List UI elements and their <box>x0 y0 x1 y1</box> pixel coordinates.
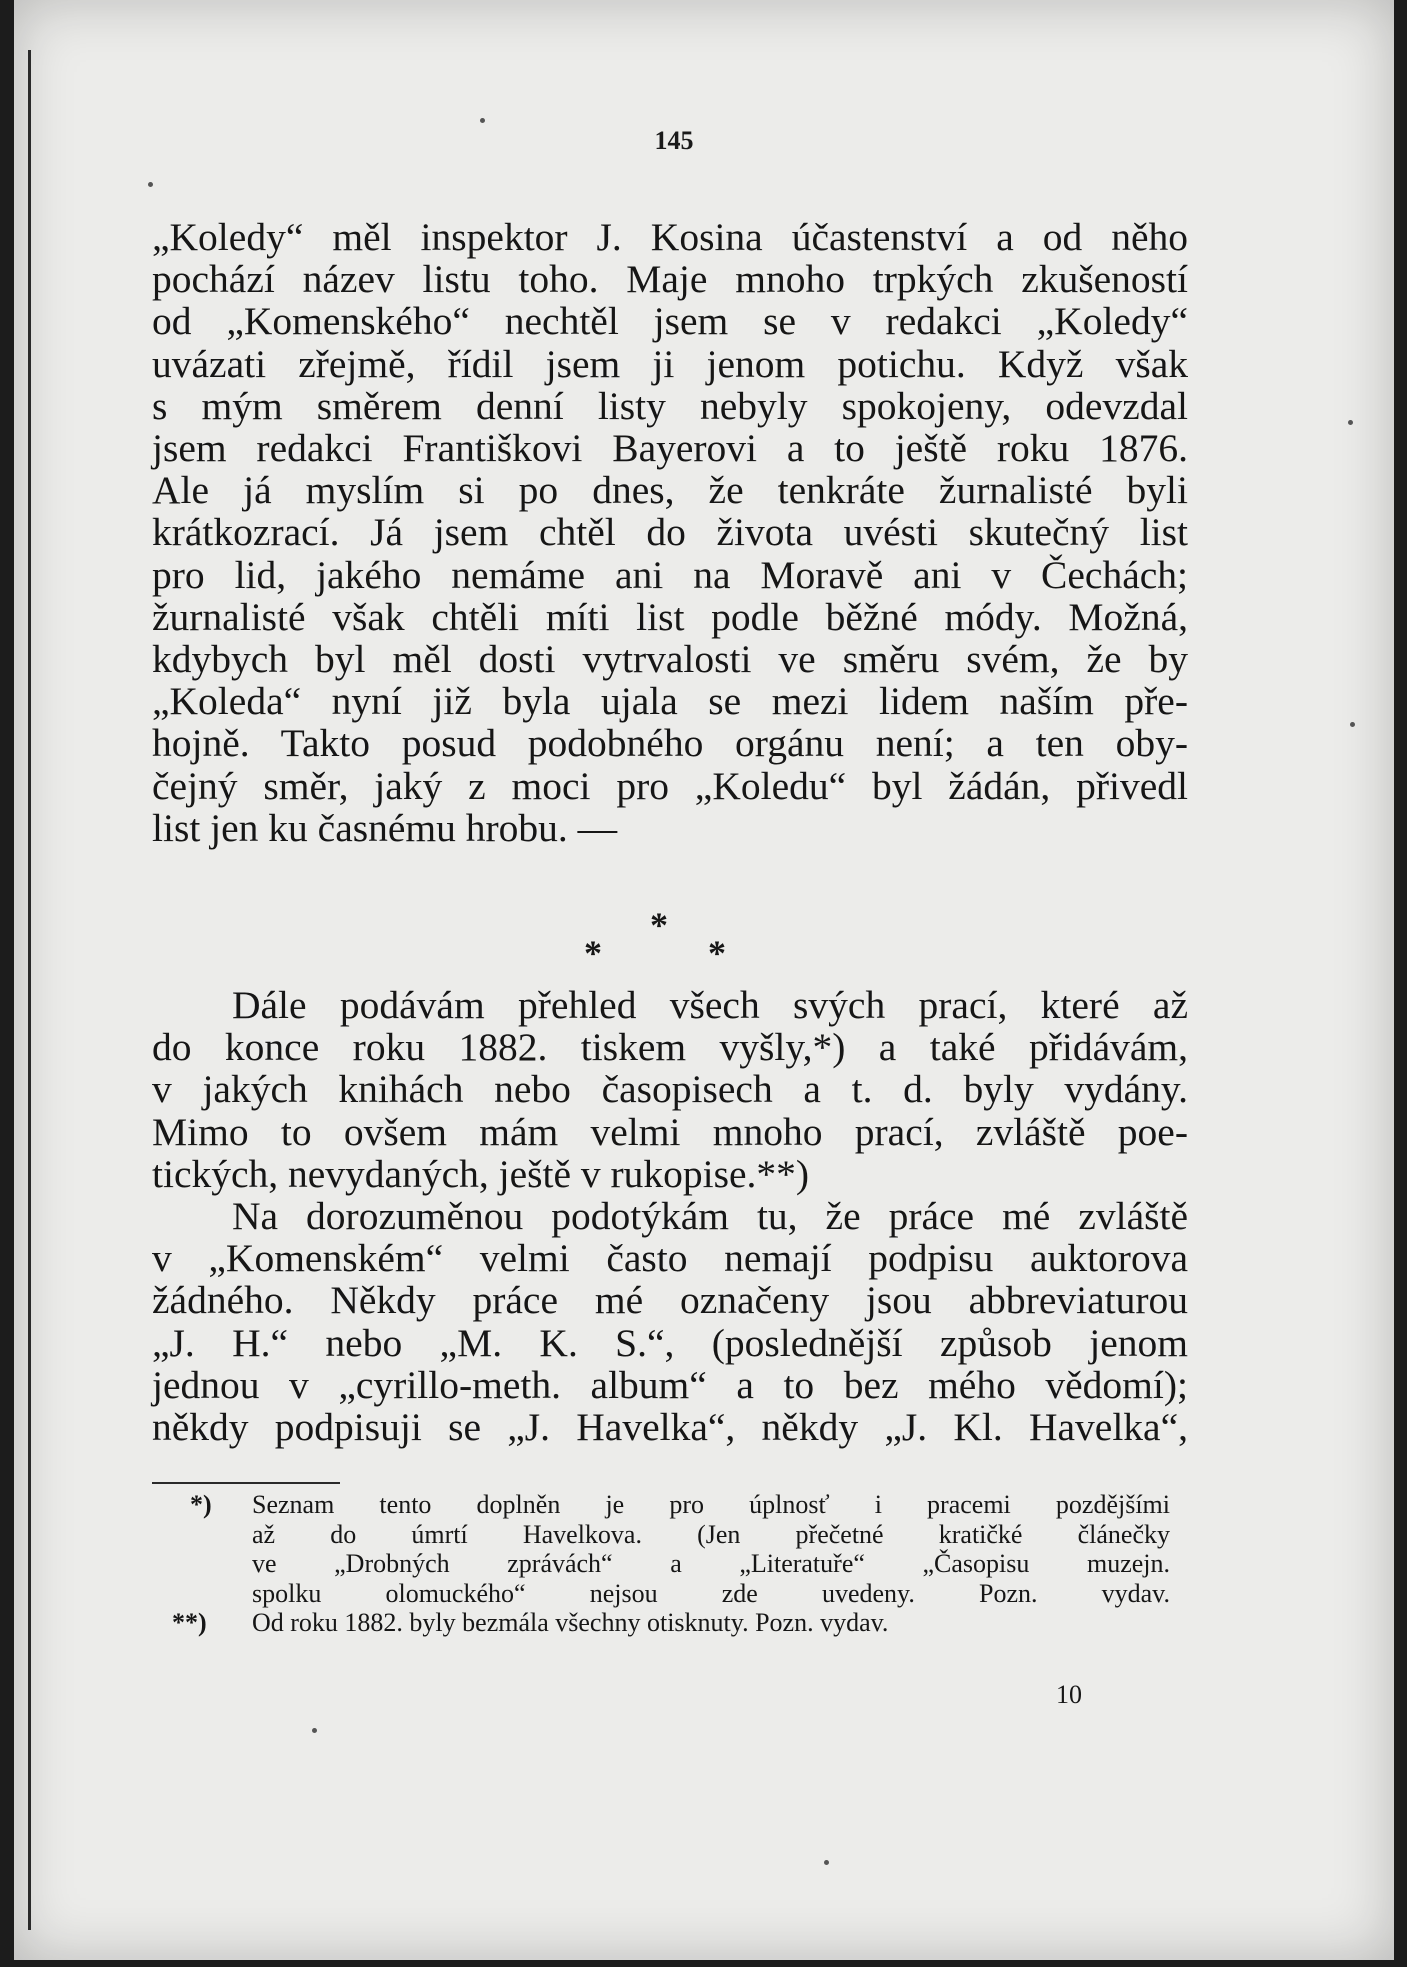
paragraph-works-overview <box>152 984 1188 1448</box>
text-line: s mým směrem denní listy nebyly spokojeny, odevzdal <box>152 383 1188 428</box>
asterisk: * <box>584 933 602 973</box>
asterism-divider <box>14 904 1334 973</box>
text-line: pro lid, jakého nemáme ani na Moravě ani v Čechách; <box>152 552 1188 597</box>
book-page <box>14 0 1394 1960</box>
footnote-1-line: až do úmrtí Havelkova. (Jen přečetné kratičké článečky <box>252 1519 1170 1549</box>
text-line: v „Komenském“ velmi často nemají podpisu auktorova <box>152 1236 1188 1281</box>
text-line: Mimo to ovšem mám velmi mnoho prací, zvláště poe- <box>152 1109 1188 1154</box>
asterisk: * <box>650 905 668 945</box>
footnote-text: Od roku 1882. byly bezmála všechny otisknuty. Pozn. vydav. <box>252 1608 889 1637</box>
print-speck <box>1348 420 1353 425</box>
print-speck <box>148 182 153 187</box>
text-line: list jen ku časnému hrobu. — <box>152 805 618 850</box>
text-line: Na dorozuměnou podotýkám tu, že práce mé zvláště <box>232 1194 1188 1239</box>
footnote-1-line <box>190 1490 1170 1520</box>
print-speck <box>480 118 485 123</box>
footnotes <box>172 1490 1170 1638</box>
footnote-2-line <box>172 1608 1170 1638</box>
text-line: žurnalisté však chtěli míti list podle běžné módy. Možná, <box>152 594 1188 639</box>
text-line: pochází název listu toho. Maje mnoho trpkých zkušeností <box>152 257 1188 302</box>
text-line: jednou v „cyrillo-meth. album“ a to bez mého vědomí); <box>152 1362 1188 1407</box>
text-line: někdy podpisuji se „J. Havelka“, někdy „J. Kl. Havelka“, <box>152 1405 1188 1450</box>
footnote-1-line: ve „Drobných zprávách“ a „Literatuře“ „Časopisu muzejn. <box>252 1549 1170 1578</box>
text-line: jsem redakci Františkovi Bayerovi a to ještě roku 1876. <box>152 426 1188 471</box>
footnote-mark: *) <box>190 1490 212 1519</box>
text-line: „Koledy“ měl inspektor J. Kosina účastenství a od něho <box>152 215 1188 259</box>
text-line: od „Komenského“ nechtěl jsem se v redakci „Koledy“ <box>152 299 1188 344</box>
text-line: čejný směr, jaký z moci pro „Koledu“ byl žádán, přivedl <box>152 763 1188 808</box>
text-line: Ale já myslím si po dnes, že tenkráte žurnalisté byli <box>152 468 1188 513</box>
page-number: 145 <box>654 126 694 155</box>
text-line: Dále podávám přehled všech svých prací, které až <box>232 983 1188 1027</box>
footnote-1-line: spolku olomuckého“ nejsou zde uvedeny. Pozn. vydav. <box>252 1578 1170 1608</box>
asterisk: * <box>708 933 726 973</box>
text-line: žádného. Někdy práce mé označeny jsou abbreviaturou <box>152 1278 1188 1323</box>
text-line: krátkozrací. Já jsem chtěl do života uvésti skutečný list <box>152 510 1188 555</box>
gutter-shadow <box>28 50 31 1930</box>
print-speck <box>312 1728 317 1733</box>
footnote-mark: **) <box>172 1608 207 1637</box>
text-line: hojně. Takto posud podobného orgánu není; a ten oby- <box>152 721 1188 766</box>
footnote-text: Seznam tento doplněn je pro úplnosť i pracemi pozdějšími <box>252 1490 1170 1519</box>
print-speck <box>824 1860 829 1865</box>
paragraph-koleda <box>152 216 1188 849</box>
text-line: uvázati zřejmě, řídil jsem ji jenom potichu. Když však <box>152 341 1188 386</box>
text-line: do konce roku 1882. tiskem vyšly,*) a také přidávám, <box>152 1025 1188 1070</box>
print-speck <box>1350 722 1355 727</box>
signature-mark: 10 <box>1056 1680 1082 1709</box>
text-line: tických, nevydaných, ještě v rukopise.**) <box>152 1151 810 1196</box>
text-line: kdybych byl měl dosti vytrvalosti ve směru svém, že by <box>152 637 1188 682</box>
text-line: „Koleda“ nyní již byla ujala se mezi lidem naším pře- <box>152 679 1188 724</box>
text-line: „J. H.“ nebo „M. K. S.“, (poslednější způsob jenom <box>152 1320 1188 1365</box>
text-line: v jakých knihách nebo časopisech a t. d. byly vydány. <box>152 1067 1188 1112</box>
footnote-separator <box>152 1482 340 1484</box>
